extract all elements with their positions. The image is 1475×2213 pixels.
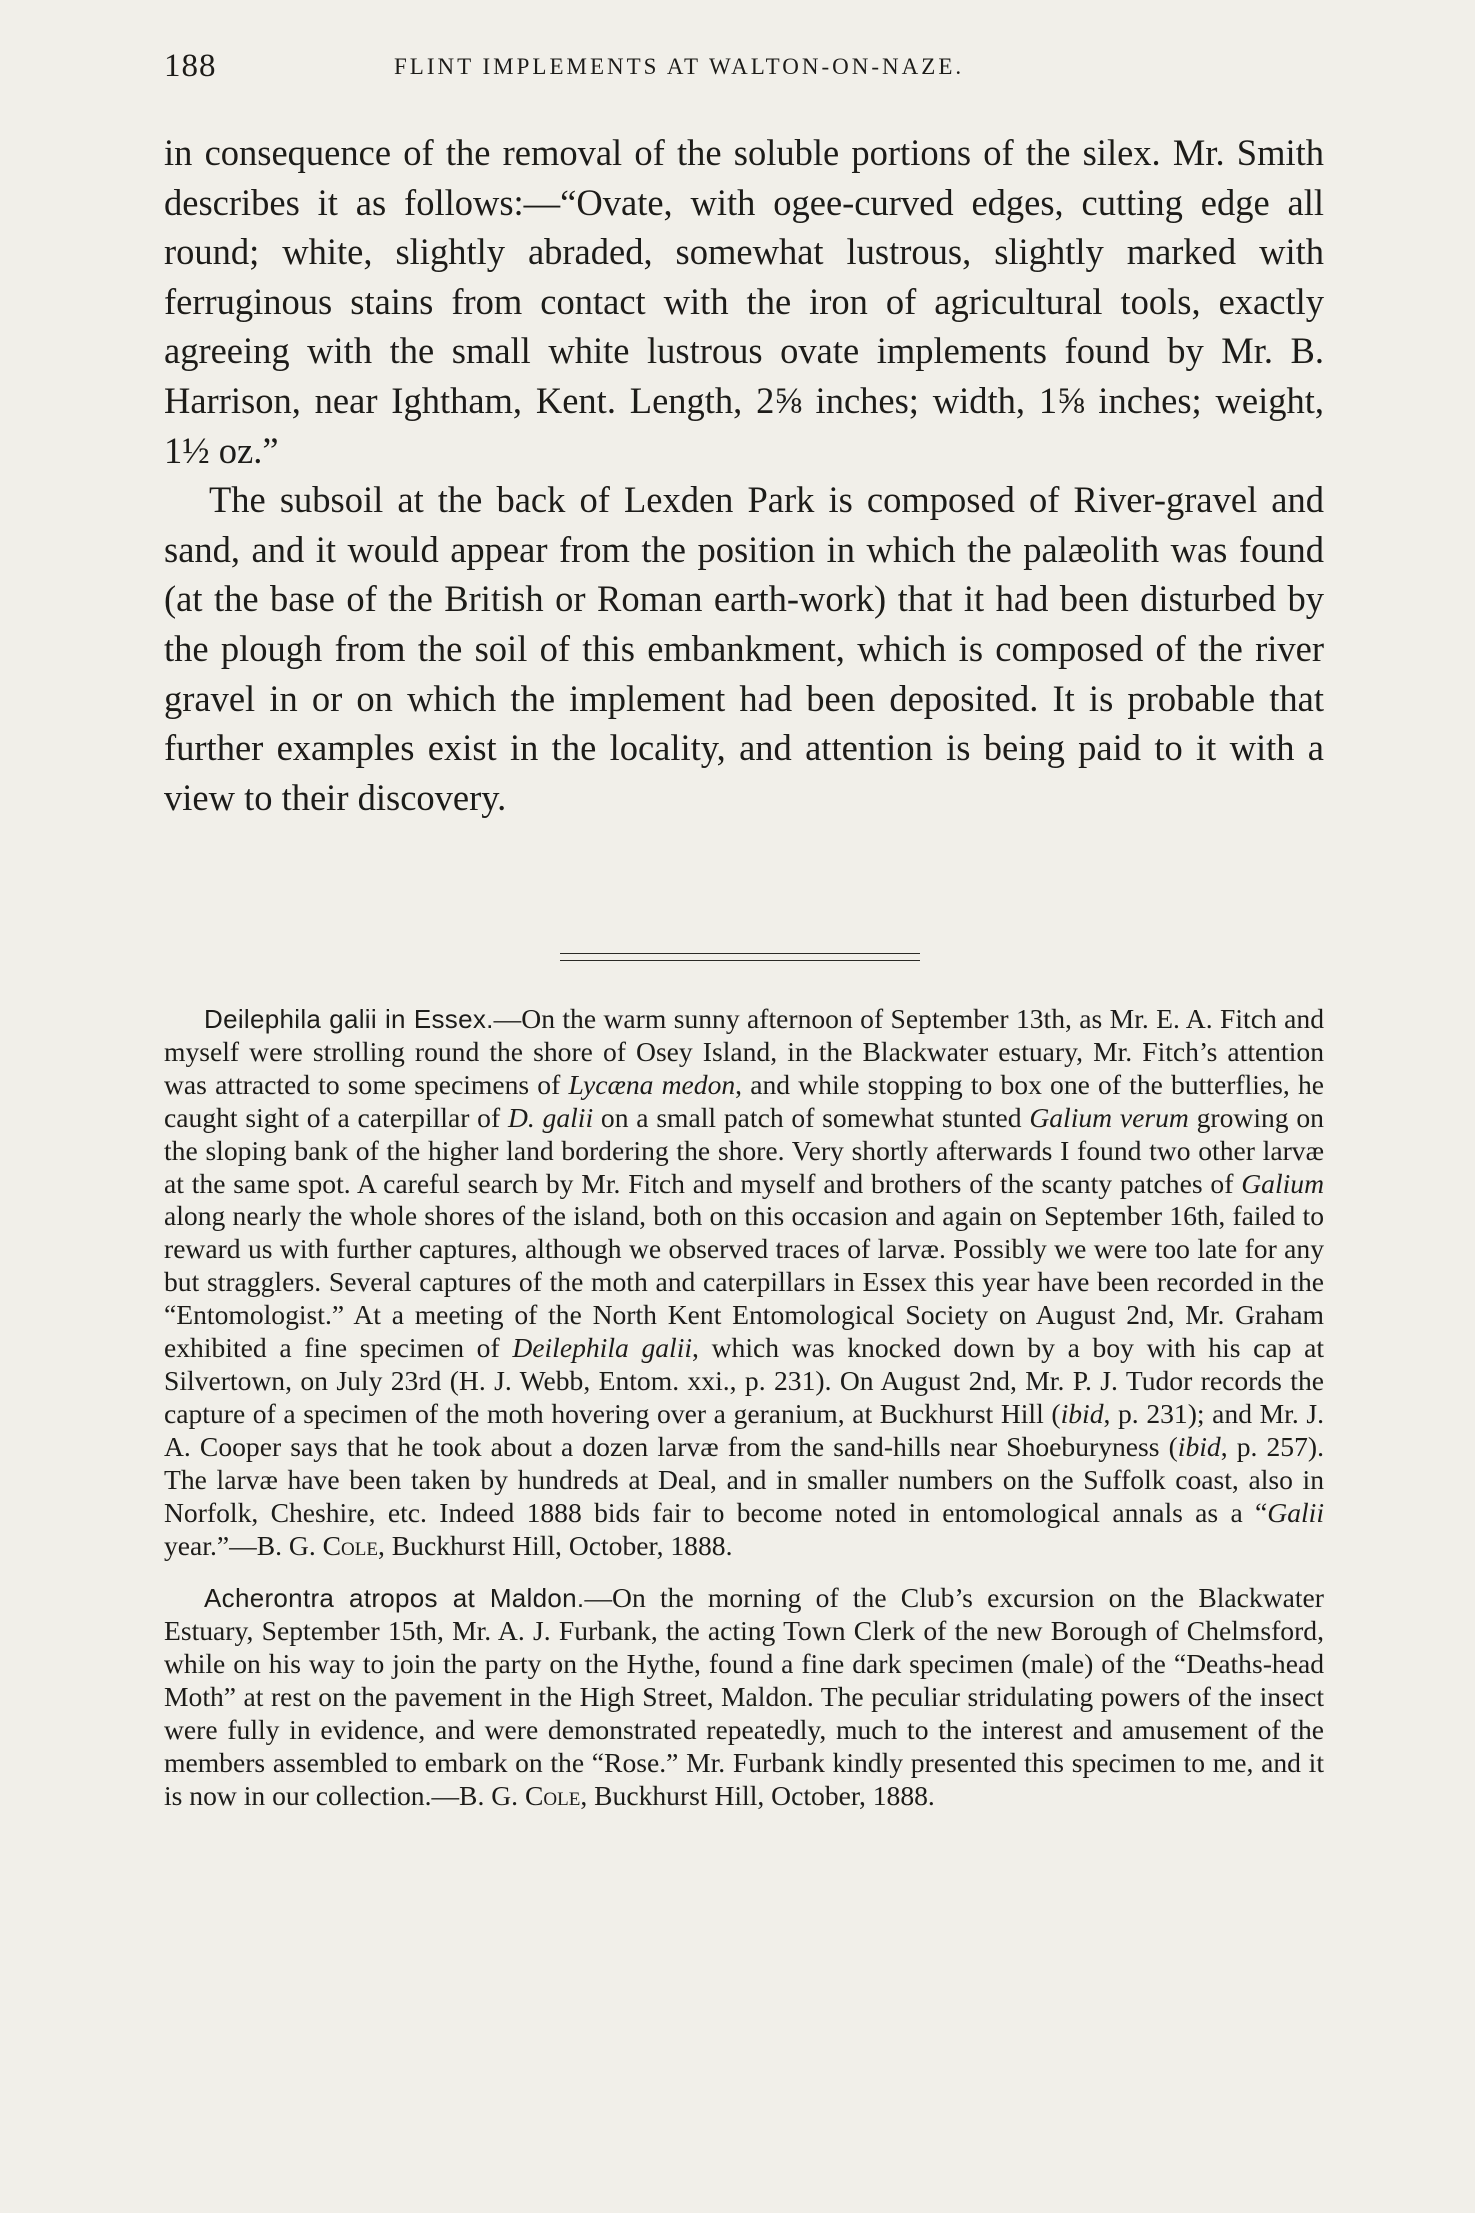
note-text: , and while stopping to box one of the butterflies, he caught sight of a caterpillar of: [164, 1068, 1324, 1133]
note-signoff: , Buckhurst Hill, October, 1888.: [580, 1779, 935, 1811]
running-title: FLINT IMPLEMENTS AT WALTON-ON-NAZE.: [394, 54, 965, 79]
note-text: —On the morning of the Club’s excursion on the Blackwater Estuary, September 15th, Mr. A. J. Furbank, the acting Town Clerk of the new Borough of Chelmsford, while on his way to join the party on the Hythe, found a fine dark specimen (male) of the “Deaths-head Moth” at rest on the pavement in the High Street, Maldon. The peculiar stridulating powers of the insect were fully in evidence, and were demonstrated repeatedly, much to the interest and amusement of the members assembled to embark on the “Rose.” Mr. Furbank kindly presented this specimen to me, and it is now in our collection.—B. G.: [164, 1582, 1324, 1811]
note-heading: Deilephila galii in Essex.: [204, 1004, 494, 1034]
paragraph-subsoil: The subsoil at the back of Lexden Park is composed of River-gravel and sand, and it would appear from the position in which the palæolith was found (at the base of the British or Roman earth-work) that it had been disturbed by the plough from the soil of this embankment, which is composed of the river gravel in or on which the implement had been deposited. It is probable that further examples exist in the locality, and attention is being paid to it with a view to their discovery.: [164, 479, 1324, 818]
citation-ibid: ibid: [1060, 1397, 1104, 1429]
species-name: Deilephila galii: [512, 1332, 693, 1364]
note-text: —On the warm sunny afternoon of September 13th, as Mr. E. A. Fitch and myself were strolling round the shore of Osey Island, in the Blackwater estuary, Mr. Fitch’s attention was attracted to some specimens of: [164, 1003, 1324, 1100]
note-text: along nearly the whole shores of the island, both on this occasion and again on September 16th, failed to reward us with further captures, although we observed traces of larvæ. Possibly we were too late for any but stragglers. Several captures of the moth and caterpillars in Essex this year have been recorded in the “Entomologist.” At a meeting of the North Kent Entomological Society on August 2nd, Mr. Graham exhibited a fine specimen of: [164, 1200, 1324, 1364]
species-name: Galii: [1267, 1496, 1324, 1528]
running-head: [164, 48, 1324, 88]
section-divider: [560, 953, 920, 961]
note-text: year.”—B. G.: [164, 1529, 323, 1561]
species-name: Galium verum: [1029, 1101, 1189, 1133]
note-signoff: , Buckhurst Hill, October, 1888.: [377, 1529, 733, 1561]
species-name: Lycæna medon: [568, 1068, 736, 1100]
note-acherontra: [164, 1582, 1324, 1812]
citation-ibid: ibid: [1177, 1430, 1221, 1462]
note-text: growing on the sloping bank of the higher land bordering the shore. Very shortly afterwards I found two other larvæ at the same spot. A careful search by Mr. Fitch and myself and brothers of the scanty patches of: [164, 1101, 1324, 1199]
main-text: [164, 128, 1324, 822]
note-heading: Acherontra atropos at Maldon.: [204, 1583, 585, 1614]
note-deilephila: [164, 1003, 1324, 1562]
author-name: Cole: [524, 1779, 581, 1811]
note-text: , which was knocked down by a boy with his cap at Silvertown, on July 23rd (H. J. Webb, Entom. xxi., p. 231). On August 2nd, Mr. P. J. Tudor records the capture of a specimen of the moth hovering over a geranium, at Buckhurst Hill (: [164, 1332, 1325, 1429]
note-text: on a small patch of somewhat stunted: [593, 1101, 1030, 1133]
paragraph-continuation: in consequence of the removal of the soluble portions of the silex. Mr. Smith describes it as follows:—“Ovate, with ogee-curved edges, cutting edge all round; white, slightly abraded, somewhat lustrous, slightly marked with ferruginous stains from contact with the iron of agricultural tools, exactly agreeing with the small white lustrous ovate implements found by Mr. B. Harrison, near Ightham, Kent. Length, 2⅝ inches; width, 1⅝ inches; weight, 1½ oz.”: [164, 132, 1324, 471]
species-name: Galium: [1241, 1167, 1324, 1199]
notes-section: [164, 1003, 1324, 1813]
species-name: D. galii: [507, 1101, 594, 1133]
author-name: Cole: [322, 1529, 378, 1561]
note-text: , p. 231); and Mr. J. A. Cooper says that he took about a dozen larvæ from the sand-hills near Shoeburyness (: [164, 1397, 1324, 1462]
page-number: 188: [164, 48, 217, 84]
note-text: , p. 257). The larvæ have been taken by hundreds at Deal, and in smaller numbers on the Suffolk coast, also in Norfolk, Cheshire, etc. Indeed 1888 bids fair to become noted in entomological annals as a “: [164, 1430, 1324, 1528]
